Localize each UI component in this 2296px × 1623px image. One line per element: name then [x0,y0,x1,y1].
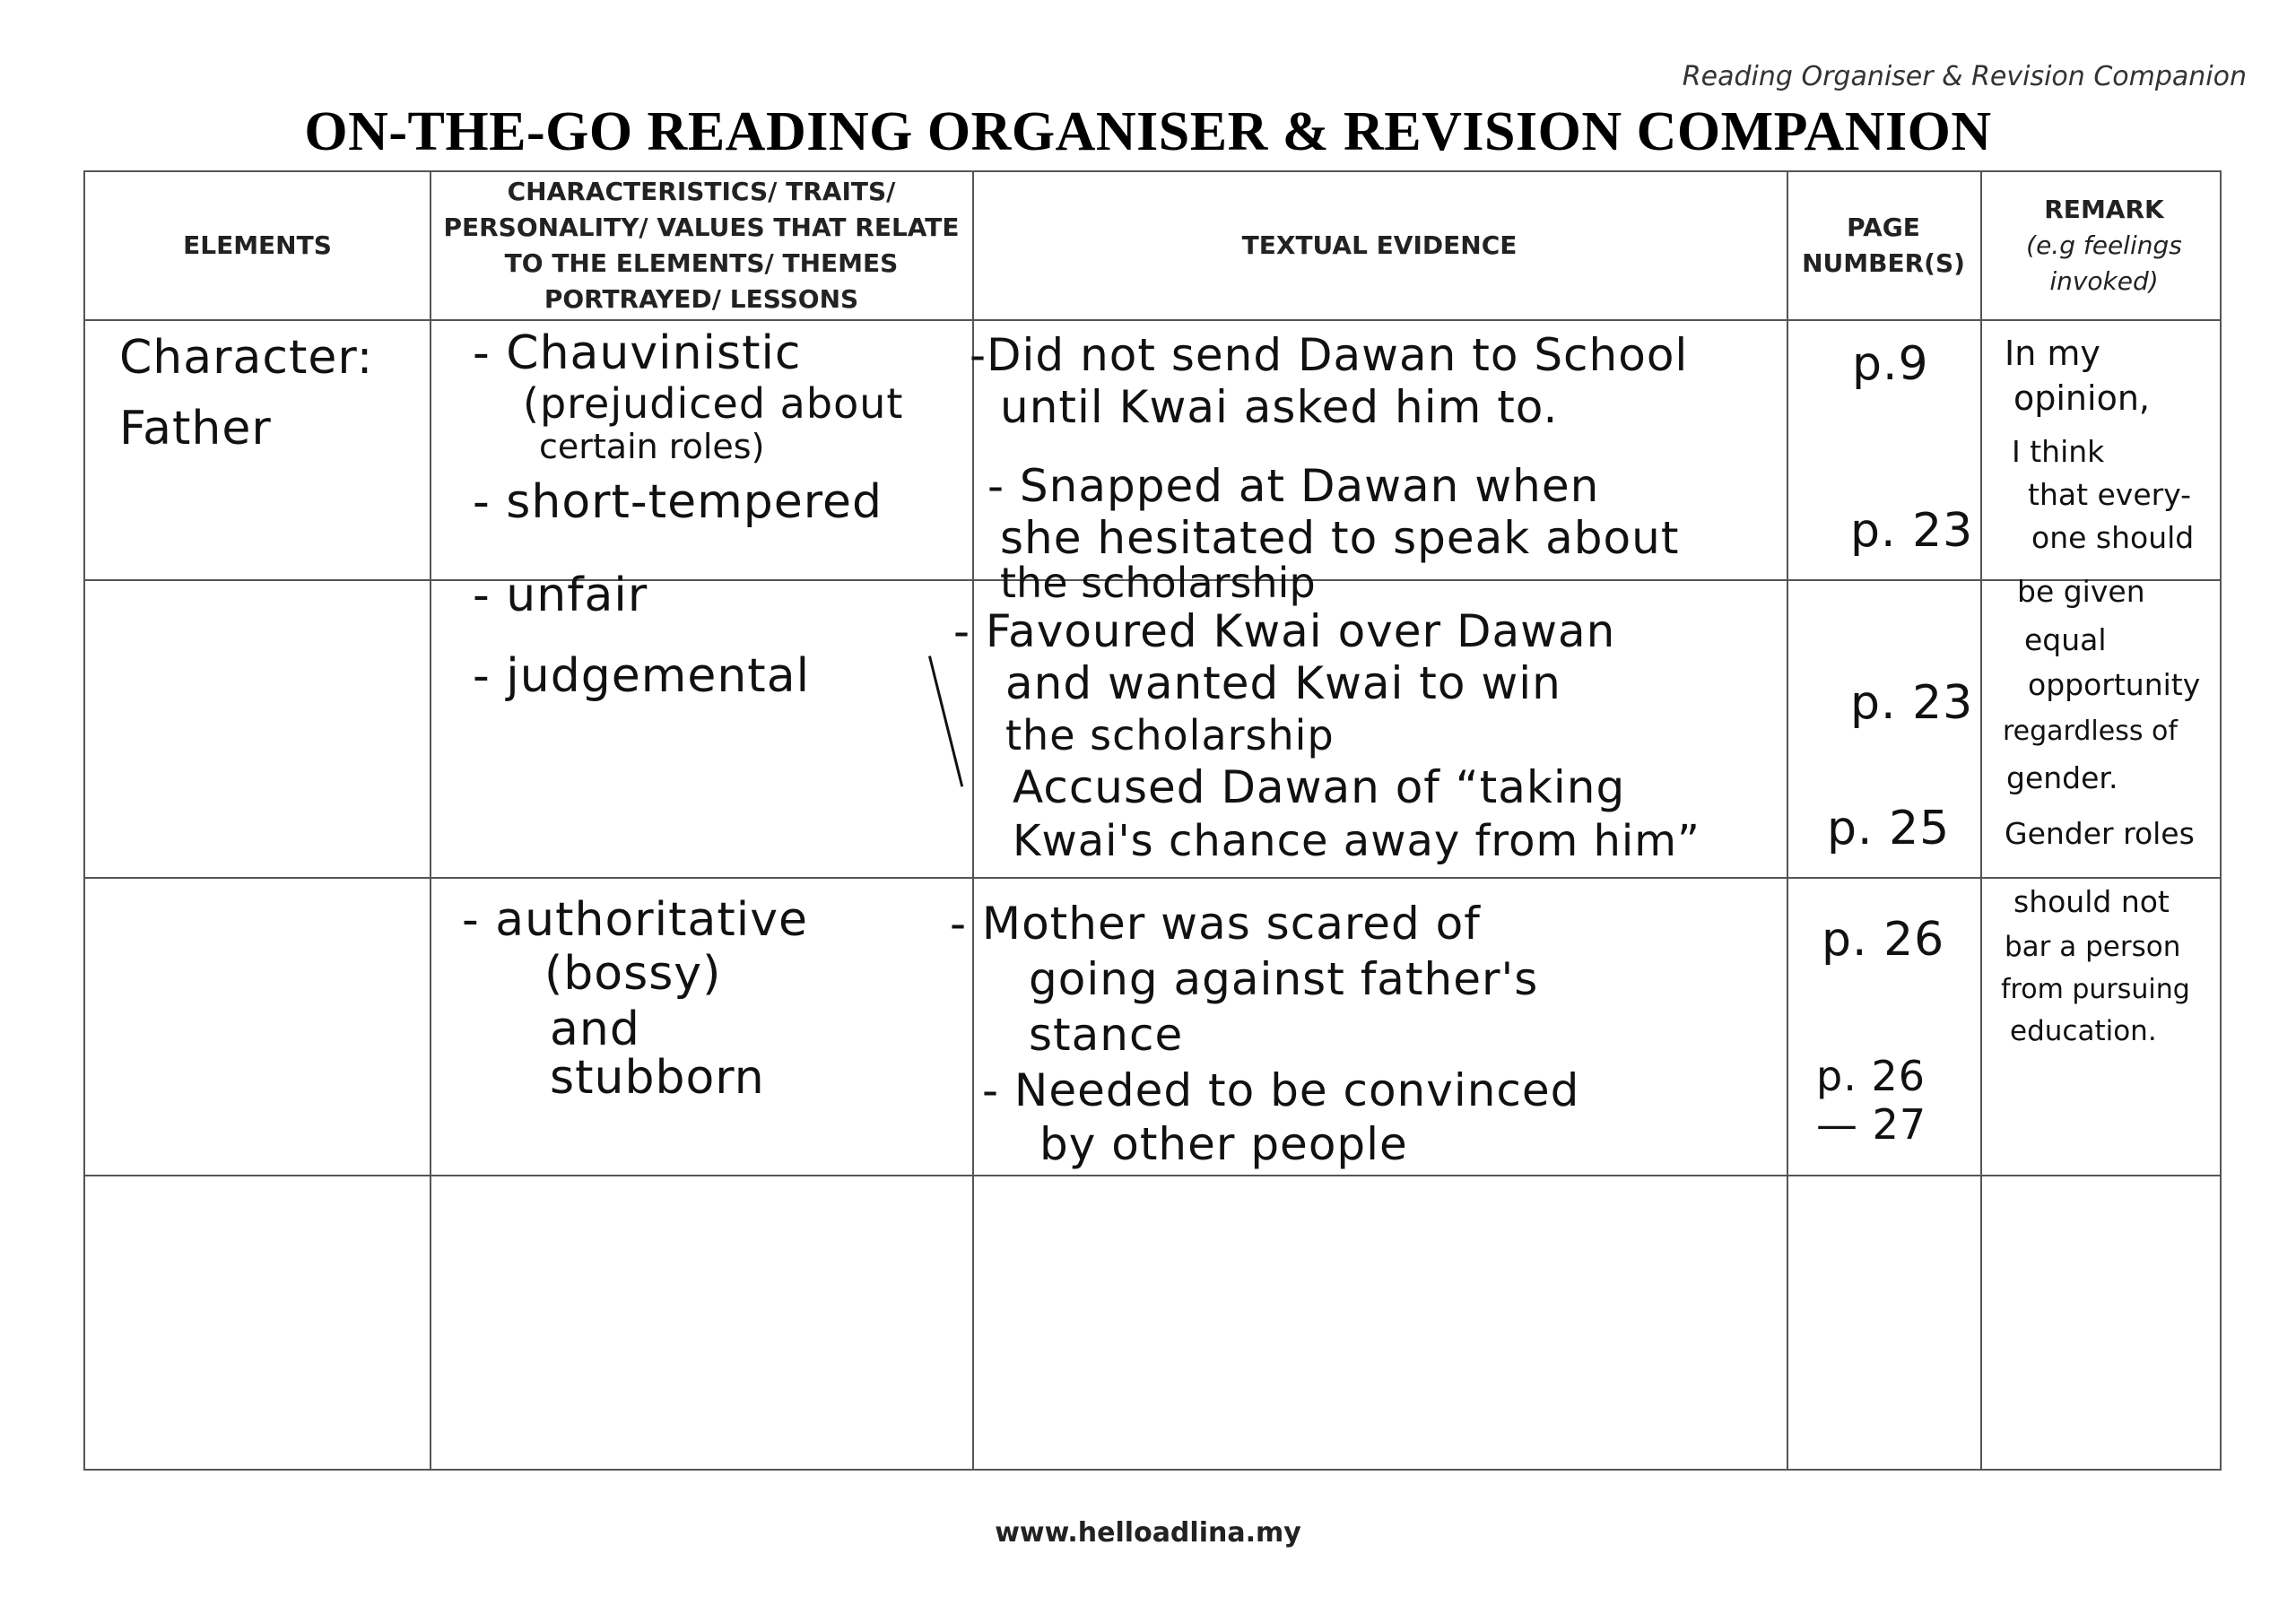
footer-url: www.helloadlina.my [995,1517,1301,1549]
evidence-line: Accused Dawan of “taking [1013,761,1626,813]
page-number: p. 25 [1827,802,1951,855]
evidence-line: she hesitated to speak about [1000,512,1680,564]
evidence-line: - Favoured Kwai over Dawan [953,605,1616,657]
header-characteristics [439,172,964,319]
bracket-mark [928,655,963,786]
evidence-line: - Mother was scared of [950,898,1481,950]
element-name: Father [119,402,272,456]
header-evidence-label: TEXTUAL EVIDENCE [1241,230,1518,260]
remark-line: I think [2012,434,2105,469]
remark-line: gender. [2006,760,2118,795]
trait-note: (prejudiced about [523,379,904,428]
header-remark-sub: (e.g feelings invoked) [2026,230,2182,296]
evidence-line: the scholarship [1000,559,1316,607]
header-remark-label: REMARK [2044,195,2164,224]
page-number: p. 23 [1850,504,1974,558]
header-page [1802,172,1965,319]
column-divider [1980,172,1982,1469]
remark-line: education. [2010,1015,2157,1047]
header-elements-label: ELEMENTS [183,230,332,260]
remark-line: opinion, [2013,378,2150,418]
page-number: p. 26 [1816,1052,1926,1100]
trait-note: stubborn [550,1051,765,1105]
page-number: — 27 [1816,1100,1927,1149]
remark-line: In my [2005,334,2100,373]
remark-line: opportunity [2028,667,2201,702]
row-divider [85,1175,2220,1176]
remark-line: Gender roles [2005,816,2195,851]
column-divider [430,172,431,1469]
remark-line: should not [2013,884,2170,919]
trait-item: - unfair [473,568,648,622]
evidence-line: until Kwai asked him to. [1000,381,1559,433]
evidence-line: the scholarship [1005,711,1335,759]
trait-note: and [550,1002,640,1056]
header-elements [85,172,430,319]
remark-line: that every- [2028,477,2192,512]
evidence-line: Kwai's chance away from him” [1013,816,1700,866]
header-evidence [972,172,1787,319]
evidence-line: going against father's [1029,953,1539,1005]
remark-line: equal [2024,622,2107,657]
trait-item: - Chauvinistic [473,326,802,380]
trait-note: (bossy) [544,947,722,1001]
page-number: p. 26 [1822,913,1945,967]
page-number: p.9 [1852,337,1929,391]
column-divider [1787,172,1788,1469]
evidence-line: - Snapped at Dawan when [987,460,1600,512]
evidence-line: -Did not send Dawan to School [970,329,1689,381]
trait-item: - authoritative [462,893,808,947]
remark-line: bar a person [2005,931,2181,963]
remark-line: regardless of [2003,716,2178,747]
remark-line: one should [2031,520,2195,555]
organiser-table [83,170,2222,1471]
running-head: Reading Organiser & Revision Companion [1682,61,2247,92]
trait-note: certain roles) [539,427,765,466]
trait-item: - short-tempered [473,475,883,529]
header-characteristics-label: CHARACTERISTICS/ TRAITS/ PERSONALITY/ VALUES THAT RELATE TO THE ELEMENTS/ THEMES PORTRAYED/ LESSONS [443,177,960,314]
header-page-label: PAGE NUMBER(S) [1802,213,1965,278]
element-label: Character: [119,331,374,385]
page-number: p. 23 [1850,676,1974,730]
row-divider [85,319,2220,321]
evidence-line: and wanted Kwai to win [1005,657,1561,709]
evidence-line: stance [1029,1009,1184,1061]
remark-line: from pursuing [2001,974,2190,1005]
header-remark [1985,172,2223,319]
page-title: ON-THE-GO READING ORGANISER & REVISION COMPANION [304,101,1992,162]
trait-item: - judgemental [473,649,811,703]
evidence-line: by other people [1039,1118,1408,1170]
evidence-line: - Needed to be convinced [982,1064,1580,1116]
row-divider [85,877,2220,879]
remark-line: be given [2017,574,2145,609]
